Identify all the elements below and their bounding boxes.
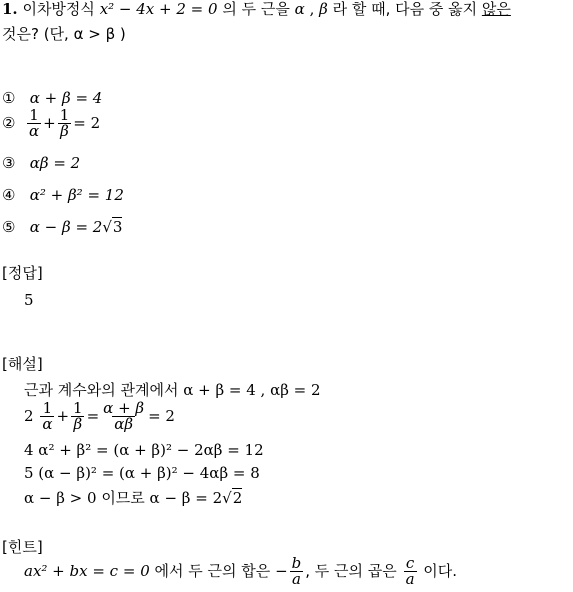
option-5 — [2, 220, 122, 235]
numerator: c — [405, 554, 415, 572]
fraction — [58, 108, 72, 139]
step-number: 2 — [24, 407, 34, 425]
denominator: a — [405, 570, 415, 588]
numerator: α + β — [103, 399, 145, 417]
hint-text: , 두 근의 곱은 — [305, 562, 397, 580]
explanation-line-3: 4 α² + β² = (α + β)² − 2αβ = 12 — [24, 441, 264, 459]
numerator: 1 — [59, 106, 70, 124]
fraction — [290, 556, 304, 587]
denominator: α — [29, 122, 40, 140]
explanation-line-1: 근과 계수와의 관계에서 α + β = 4 , αβ = 2 — [24, 381, 321, 399]
numerator: b — [291, 554, 302, 572]
hint-line — [24, 556, 457, 587]
explanation-header: [해설] — [2, 355, 43, 373]
numerator: 1 — [42, 399, 53, 417]
option-marker: ⑤ — [2, 218, 16, 236]
option-marker: ② — [2, 114, 16, 132]
numerator: 1 — [29, 106, 39, 124]
underlined-word: 않은 — [481, 0, 511, 18]
denominator: a — [291, 570, 301, 588]
beta-symbol: β — [319, 0, 328, 18]
denominator: αβ — [114, 415, 134, 433]
answer-header: [정답] — [2, 264, 43, 282]
option-marker: ③ — [2, 154, 16, 172]
numerator: 1 — [73, 399, 83, 417]
question-text: 의 두 근을 — [222, 0, 290, 18]
option-text: = 2 — [73, 114, 101, 132]
denominator: α — [42, 415, 53, 433]
explanation-line-4: 5 (α − β)² = (α + β)² − 4αβ = 8 — [24, 464, 260, 482]
fraction — [27, 108, 41, 139]
hint-equation: ax² + bx = c = 0 — [24, 562, 150, 580]
question-text: 라 할 때, 다음 중 옳지 — [332, 0, 478, 18]
question-text: 이차방정식 — [22, 0, 95, 18]
operator: + — [43, 114, 56, 132]
option-marker: ① — [2, 89, 16, 107]
question-number: 1. — [2, 0, 18, 18]
fraction — [40, 401, 54, 432]
option-text: α² + β² = 12 — [29, 186, 124, 204]
question-line-2: 것은? (단, α > β ) — [2, 25, 126, 43]
answer-value: 5 — [24, 291, 34, 309]
question-line-1 — [2, 2, 511, 17]
comma: , — [309, 0, 315, 18]
sqrt-sign: √ — [102, 218, 112, 236]
option-1 — [2, 91, 102, 106]
sqrt-value: 3 — [112, 218, 123, 236]
option-2 — [2, 108, 100, 139]
fraction — [101, 401, 146, 432]
explanation-text: = 2 — [148, 407, 175, 425]
hint-text: 이다. — [423, 562, 458, 580]
operator: + — [56, 407, 70, 425]
denominator: β — [60, 122, 69, 140]
operator: − — [275, 562, 288, 580]
option-3 — [2, 156, 80, 171]
option-text: αβ = 2 — [29, 154, 81, 172]
fraction — [404, 556, 417, 587]
option-text: α − β = 2 — [29, 218, 103, 236]
explanation-line-2 — [24, 401, 175, 432]
explanation-line-5 — [24, 491, 242, 506]
fraction — [71, 401, 85, 432]
sqrt-value: 2 — [232, 489, 243, 507]
option-text: α + β = 4 — [29, 89, 103, 107]
hint-header: [힌트] — [2, 538, 43, 556]
denominator: β — [73, 415, 83, 433]
operator: = — [86, 407, 100, 425]
explanation-text: α − β > 0 이므로 α − β = 2 — [24, 489, 223, 507]
option-4 — [2, 188, 124, 203]
hint-text: 에서 두 근의 합은 — [154, 562, 271, 580]
sqrt-sign: √ — [222, 489, 232, 507]
option-marker: ④ — [2, 186, 16, 204]
alpha-symbol: α — [294, 0, 305, 18]
question-equation: x² − 4x + 2 = 0 — [99, 0, 218, 18]
